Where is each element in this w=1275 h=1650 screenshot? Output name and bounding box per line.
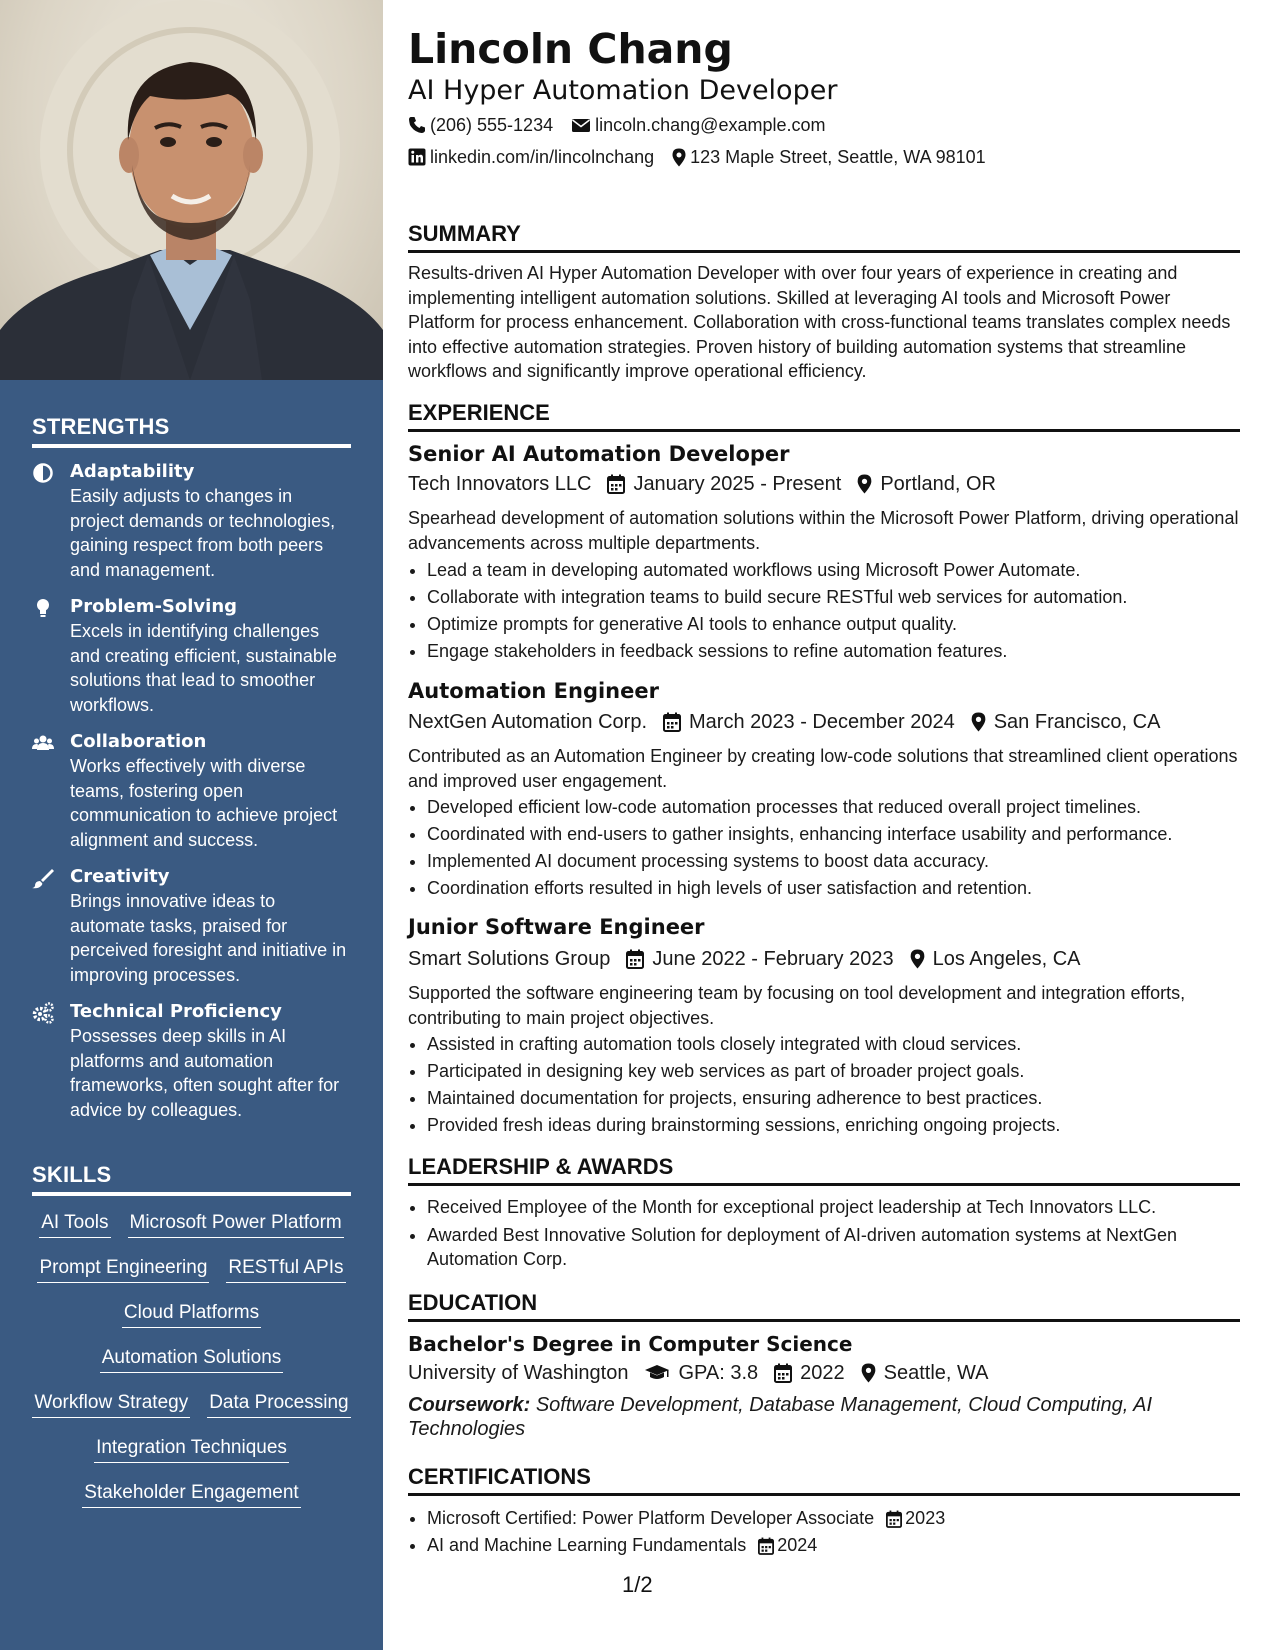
certification-name: • AI and Machine Learning Fundamentals: [427, 1535, 747, 1555]
contact-linkedin[interactable]: [408, 146, 654, 168]
map-pin-icon: [861, 1363, 876, 1383]
school-name: University of Washington: [408, 1362, 629, 1384]
contact-row-2: [408, 146, 1004, 168]
map-pin-icon: [857, 474, 872, 494]
job-location: [971, 709, 1161, 735]
job-location: [857, 471, 996, 497]
bullet-item: • Participated in designing key web services as part of broader project goals.: [427, 1058, 1259, 1085]
education-meta: [408, 1360, 1005, 1386]
calendar-icon: [607, 474, 625, 494]
strength-item: [32, 865, 351, 987]
certification-year: 2023: [905, 1508, 946, 1528]
certification-name: • Microsoft Certified: Power Platform Developer Associate: [427, 1508, 875, 1528]
job-location: [910, 946, 1081, 972]
strength-description: Works effectively with diverse teams, fostering open communication to achieve project alignment and success.: [70, 756, 338, 850]
skill-tag: Automation Solutions: [100, 1347, 284, 1373]
year-text: 2022: [800, 1362, 845, 1384]
gpa-text: GPA: 3.8: [678, 1362, 759, 1384]
profile-photo: [0, 0, 383, 380]
leadership-list: [408, 1195, 1259, 1272]
skill-tag: Integration Techniques: [94, 1437, 289, 1463]
experience-heading: EXPERIENCE: [408, 399, 1240, 432]
gpa: [644, 1360, 758, 1386]
bullet-item: • Engage stakeholders in feedback sessions to refine automation features.: [427, 638, 1259, 665]
map-pin-icon: [910, 949, 925, 969]
graduation-cap-icon: [644, 1364, 670, 1382]
certifications-list: [408, 1505, 1259, 1559]
strength-title: Creativity: [70, 866, 170, 887]
linkedin-icon: [408, 148, 426, 166]
contact-email[interactable]: [571, 114, 825, 136]
company-name: Smart Solutions Group: [408, 948, 611, 970]
dates-text: June 2022 - February 2023: [652, 948, 894, 970]
job-title: Senior AI Automation Developer: [408, 442, 790, 466]
strength-title: Problem-Solving: [70, 596, 238, 617]
coursework-label: Coursework:: [408, 1394, 531, 1416]
coursework-text: Software Development, Database Management, Cloud Computing, AI Technologies: [408, 1394, 1153, 1440]
strength-description: Brings innovative ideas to automate tasks, praised for perceived foresight and initiative in improving processes.: [70, 891, 347, 985]
skills-section: [32, 1162, 351, 1508]
strength-title: Technical Proficiency: [70, 1001, 282, 1022]
phone-text: (206) 555-1234: [430, 115, 554, 135]
strengths-heading: STRENGTHS: [32, 414, 351, 448]
company-name: Tech Innovators LLC: [408, 473, 592, 495]
skills-list: [32, 1212, 351, 1508]
gears-icon: [32, 1002, 54, 1024]
skill-tag: Data Processing: [207, 1392, 350, 1418]
candidate-name: Lincoln Chang: [408, 25, 733, 73]
leadership-heading: LEADERSHIP & AWARDS: [408, 1153, 1240, 1186]
job-meta: [408, 709, 1176, 735]
strengths-section: [32, 414, 351, 1122]
bullet-item: • Coordination efforts resulted in high levels of user satisfaction and retention.: [427, 875, 1259, 902]
half-circle-icon: [32, 462, 54, 484]
strength-item: [32, 460, 351, 582]
contact-phone: [408, 114, 553, 136]
contact-address: [672, 146, 986, 168]
strength-item: [32, 730, 351, 852]
job-summary: Spearhead development of automation solutions within the Microsoft Power Platform, driving operational advancements across multiple departments.: [408, 508, 1239, 553]
linkedin-text[interactable]: linkedin.com/in/lincolnchang: [430, 147, 655, 167]
certification-row: [427, 1505, 1259, 1532]
dates-text: January 2025 - Present: [633, 473, 842, 495]
dates-text: March 2023 - December 2024: [689, 711, 955, 733]
skill-tag: Stakeholder Engagement: [82, 1482, 300, 1508]
job-dates: [626, 946, 893, 972]
location-text: Seattle, WA: [883, 1362, 989, 1384]
job-title: Junior Software Engineer: [408, 915, 705, 939]
calendar-icon: [886, 1510, 902, 1528]
skill-tag: RESTful APIs: [226, 1257, 345, 1283]
contact-row: [408, 114, 843, 136]
bullet-item: • Maintained documentation for projects, ensuring adherence to best practices.: [427, 1085, 1259, 1112]
job-summary: Supported the software engineering team by focusing on tool development and integration efforts, contributing to main project objectives.: [408, 983, 1186, 1028]
calendar-icon: [626, 949, 644, 969]
strength-description: Possesses deep skills in AI platforms and automation frameworks, often sought after for advice by colleagues.: [70, 1026, 340, 1120]
strength-description: Excels in identifying challenges and creating efficient, sustainable solutions that lead to smoother workflows.: [70, 621, 337, 715]
summary-heading: SUMMARY: [408, 220, 1240, 253]
paintbrush-icon: [32, 867, 54, 889]
bullet-item: • Lead a team in developing automated workflows using Microsoft Power Automate.: [427, 557, 1259, 584]
job-dates: [663, 709, 955, 735]
location-text: Portland, OR: [880, 473, 996, 495]
certification-item: [427, 1505, 1259, 1532]
strength-item: [32, 595, 351, 717]
bullet-item: • Provided fresh ideas during brainstorming sessions, enriching ongoing projects.: [427, 1112, 1259, 1139]
skill-tag: Cloud Platforms: [122, 1302, 261, 1328]
job-meta: [408, 946, 1096, 972]
job-bullets: [408, 1031, 1259, 1139]
bullet-item: • Optimize prompts for generative AI tools to enhance output quality.: [427, 611, 1259, 638]
users-icon: [32, 732, 54, 754]
job-bullets: [408, 794, 1259, 902]
map-pin-icon: [971, 712, 986, 732]
strength-item: [32, 1000, 351, 1122]
bullet-item: • Developed efficient low-code automation processes that reduced overall project timelines.: [427, 794, 1259, 821]
bullet-item: • Assisted in crafting automation tools closely integrated with cloud services.: [427, 1031, 1259, 1058]
degree-title: Bachelor's Degree in Computer Science: [408, 1332, 853, 1356]
skill-tag: Workflow Strategy: [32, 1392, 190, 1418]
certification-year: 2024: [777, 1535, 818, 1555]
bullet-item: • Implemented AI document processing systems to boost data accuracy.: [427, 848, 1259, 875]
page-number: 1/2: [622, 1572, 653, 1597]
calendar-icon: [774, 1363, 792, 1383]
bullet-item: • Collaborate with integration teams to build secure RESTful web services for automation.: [427, 584, 1259, 611]
skill-tag: Microsoft Power Platform: [128, 1212, 344, 1238]
job-dates: [607, 471, 841, 497]
summary-text: Results-driven AI Hyper Automation Developer with over four years of experience in creating and implementing intelligent automation solutions. Skilled at leveraging AI tools and Microsoft Power Platform for process enhancement. Collaboration with cross-functional teams translates complex needs into effective automation strategies. Proven history of building automation systems that streamline workflows and significantly improve operational efficiency.: [408, 263, 1231, 381]
phone-icon: [408, 116, 426, 134]
job-bullets: [408, 557, 1259, 665]
location-text: San Francisco, CA: [993, 711, 1161, 733]
award-item: • Received Employee of the Month for exceptional project leadership at Tech Innovators LLC.: [427, 1195, 1259, 1220]
school-location: [861, 1360, 989, 1386]
job-meta: [408, 471, 1012, 497]
location-text: Los Angeles, CA: [932, 948, 1081, 970]
certifications-heading: CERTIFICATIONS: [408, 1463, 1240, 1496]
bullet-item: • Coordinated with end-users to gather insights, enhancing interface usability and performance.: [427, 821, 1259, 848]
education-heading: EDUCATION: [408, 1289, 1240, 1322]
skill-tag: Prompt Engineering: [37, 1257, 209, 1283]
skill-tag: AI Tools: [39, 1212, 110, 1238]
certification-item: [427, 1532, 1259, 1559]
calendar-icon: [663, 712, 681, 732]
strength-description: Easily adjusts to changes in project demands or technologies, gaining respect from both peers and management.: [70, 486, 336, 580]
lightbulb-icon: [32, 597, 54, 619]
coursework: [408, 1393, 1208, 1441]
award-item: • Awarded Best Innovative Solution for deployment of AI-driven automation systems at NextGen Automation Corp.: [427, 1223, 1259, 1272]
certification-row: [427, 1532, 1259, 1559]
graduation-year: [774, 1360, 845, 1386]
strength-title: Adaptability: [70, 461, 195, 482]
job-headline: AI Hyper Automation Developer: [408, 75, 838, 106]
address-text: 123 Maple Street, Seattle, WA 98101: [690, 147, 986, 167]
company-name: NextGen Automation Corp.: [408, 711, 648, 733]
calendar-icon: [758, 1537, 774, 1555]
strength-title: Collaboration: [70, 731, 207, 752]
job-summary: Contributed as an Automation Engineer by creating low-code solutions that streamlined client operations and improved user engagement.: [408, 746, 1238, 791]
skills-heading: SKILLS: [32, 1162, 351, 1196]
email-text[interactable]: lincoln.chang@example.com: [595, 115, 826, 135]
map-pin-icon: [672, 148, 686, 167]
envelope-icon: [571, 117, 591, 133]
job-title: Automation Engineer: [408, 679, 659, 703]
sidebar: [0, 0, 383, 1650]
